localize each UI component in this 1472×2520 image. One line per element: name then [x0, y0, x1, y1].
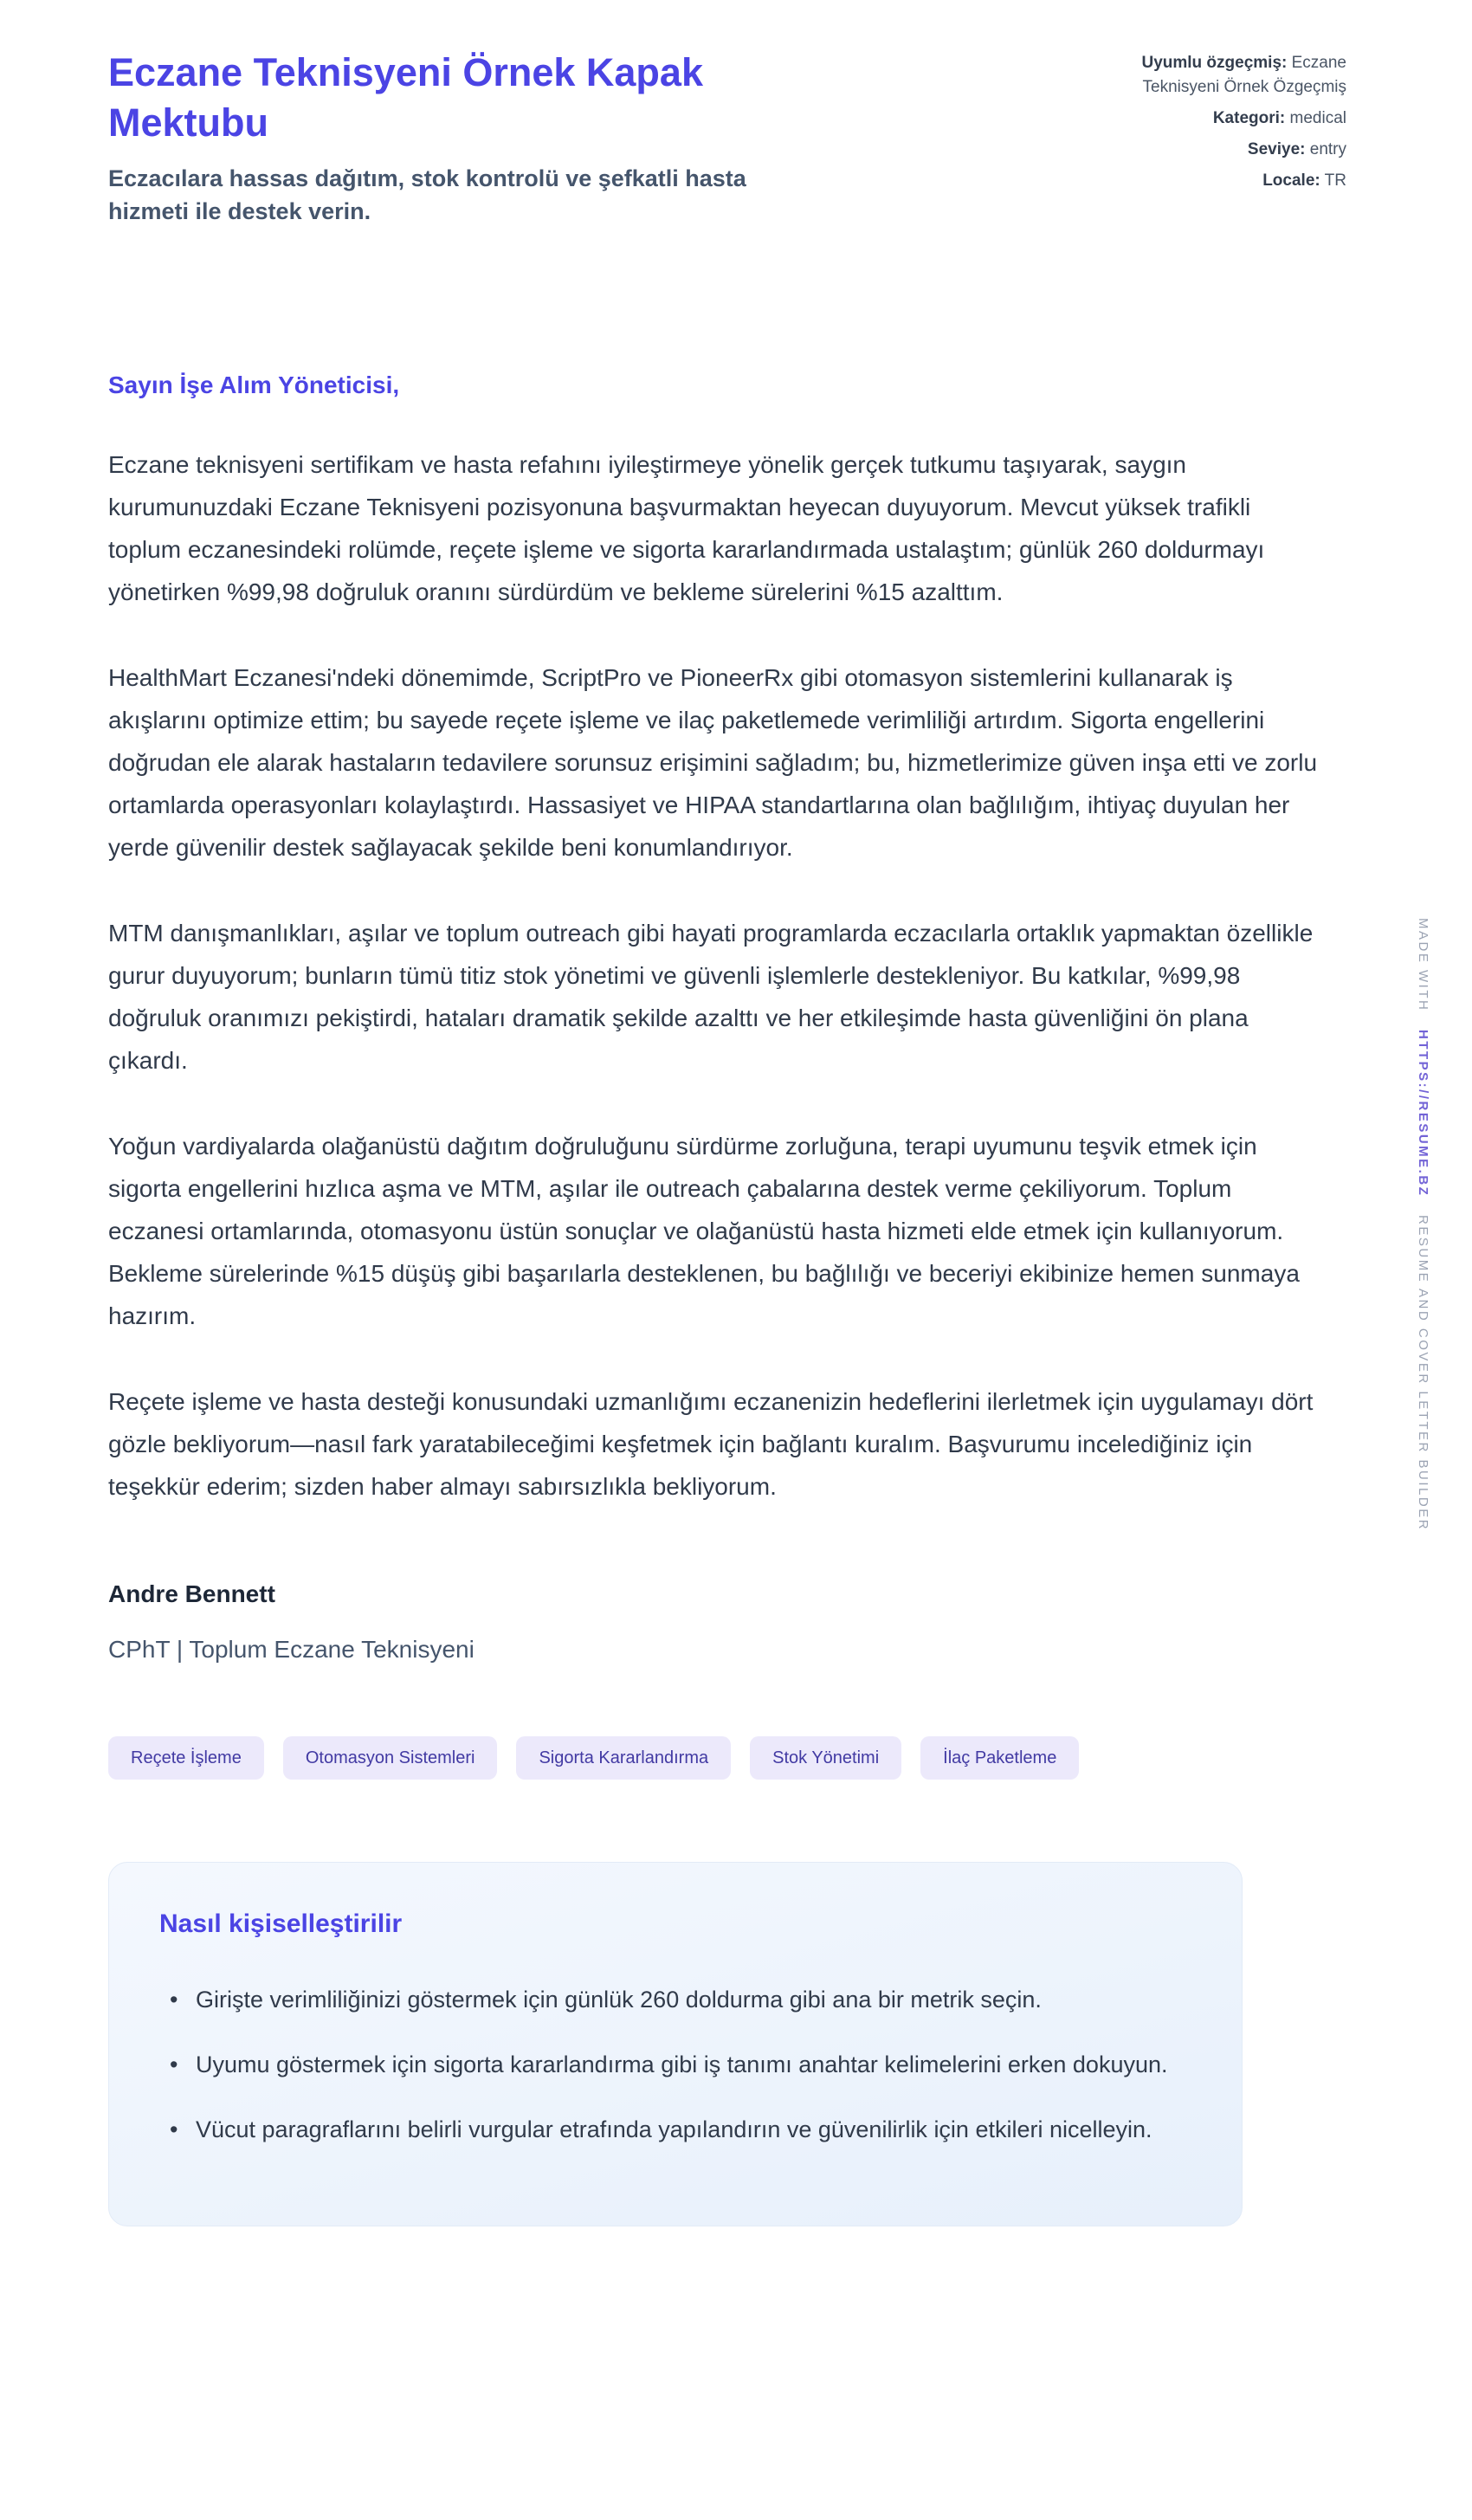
personalization-callout — [108, 1862, 1243, 2226]
meta-panel — [1087, 48, 1346, 200]
skill-tag: İlaç Paketleme — [920, 1736, 1079, 1780]
callout-item: • Uyumu göstermek için sigorta kararlandırma gibi iş tanımı anahtar kelimelerini erken dokuyun. — [159, 2044, 1181, 2086]
meta-item-locale — [1087, 169, 1346, 193]
skill-tag: Reçete İşleme — [108, 1736, 264, 1780]
meta-item-matching-resume — [1087, 51, 1346, 100]
letter-paragraph: Reçete işleme ve hasta desteği konusundaki uzmanlığımı eczanenizin hedeflerini ilerletmek için uygulamayı dört gözle bekliyorum—nasıl fark yaratabileceğimi keşfetmek için bağlantı kuralım. Başvurumu incelediğiniz için teşekkür ederim; sizden haber almayı sabırsızlıkla bekliyorum. — [108, 1388, 1314, 1500]
meta-item-category — [1087, 107, 1346, 131]
skill-tags — [108, 1736, 1325, 1780]
salutation: Sayın İşe Alım Yöneticisi, — [108, 372, 400, 398]
callout-item: • Girişte verimliliğinizi göstermek için günlük 260 doldurma gibi ana bir metrik seçin. — [159, 1979, 1181, 2021]
made-with-prefix: MADE WITH — [1416, 918, 1430, 1012]
letter-paragraph: Yoğun vardiyalarda olağanüstü dağıtım doğruluğunu sürdürme zorluğuna, terapi uyumunu teşvik etmek için sigorta engellerini hızlıca aşma ve MTM, aşılar ile outreach çabalarına destek verme çekiliyorum. Toplum eczanesi ortamlarında, otomasyonu üstün sonuçlar ve olağanüstü hasta hizmeti elde etmek için kullanıyorum. Bekleme sürelerinde %15 düşüş gibi başarılarla desteklenen, bu bağlılığı ve beceriyi ekibinize hemen sunmaya hazırım. — [108, 1133, 1300, 1329]
meta-value: TR — [1324, 171, 1346, 190]
callout-list — [159, 1979, 1191, 2151]
meta-label: Locale: — [1262, 171, 1320, 190]
signature-name: Andre Bennett — [108, 1580, 275, 1607]
callout-title: Nasıl kişiselleştirilir — [159, 1909, 403, 1938]
meta-label: Seviye: — [1247, 140, 1306, 158]
made-with-badge — [1416, 918, 1430, 1531]
skill-tag: Otomasyon Sistemleri — [283, 1736, 498, 1780]
meta-label: Uyumlu özgeçmiş: — [1141, 54, 1288, 72]
signature-block — [108, 1579, 1325, 1665]
page-header — [108, 48, 1346, 228]
meta-value: medical — [1289, 109, 1346, 127]
signature-role: CPhT | Toplum Eczane Teknisyeni — [108, 1636, 475, 1663]
page-subtitle: Eczacılara hassas dağıtım, stok kontrolü ve şefkatli hasta hizmeti ile destek verin. — [108, 165, 746, 224]
letter-paragraph: MTM danışmanlıkları, aşılar ve toplum outreach gibi hayati programlarda eczacılarla ortaklık yapmaktan özellikle gurur duyuyorum; bunların tümü titiz stok yönetimi ve güvenli işlemlerle destekleniyor. Bu katkılar, %99,98 doğruluk oranımızı pekiştirdi, hataları dramatik şekilde azalttı ve her etkileşimde hasta güvenliğini ön plana çıkardı. — [108, 920, 1314, 1074]
letter-paragraph: HealthMart Eczanesi'ndeki dönemimde, ScriptPro ve PioneerRx gibi otomasyon sistemlerini kullanarak iş akışlarını optimize ettim; bu sayede reçete işleme ve ilaç paketlemede verimliliği artırdım. Sigorta engellerini doğrudan ele alarak hastaların tedavilere sorunsuz erişimini sağladım; bu, hizmetlerimize güven inşa etti ve zorlu ortamlarda operasyonları kolaylaştırdı. Hassasiyet ve HIPAA standartlarına olan bağlılığım, ihtiyaç duyulan her yerde güvenilir destek sağlayacak şekilde beni konumlandırıyor. — [108, 664, 1318, 861]
skill-tag: Sigorta Kararlandırma — [516, 1736, 731, 1780]
letter-paragraph: Eczane teknisyeni sertifikam ve hasta refahını iyileştirmeye yönelik gerçek tutkumu taşıyarak, saygın kurumunuzdaki Eczane Teknisyeni pozisyonuna başvurmaktan heyecan duyuyorum. Mevcut yüksek trafikli toplum eczanesindeki rolümde, reçete işleme ve sigorta kararlandırmada ustalaştım; günlük 260 doldurmayı yönetirken %99,98 doğruluk oranını sürdürdüm ve bekleme sürelerini %15 azalttım. — [108, 451, 1265, 605]
skill-tag: Stok Yönetimi — [750, 1736, 901, 1780]
page-title: Eczane Teknisyeni Örnek Kapak Mektubu — [108, 50, 703, 145]
header-title-block — [108, 48, 801, 228]
made-with-suffix: RESUME AND COVER LETTER BUILDER — [1416, 1215, 1430, 1532]
meta-value: entry — [1309, 140, 1346, 158]
letter-body — [108, 371, 1325, 1780]
meta-label: Kategori: — [1212, 109, 1286, 127]
meta-item-level — [1087, 138, 1346, 162]
callout-item: • Vücut paragraflarını belirli vurgular etrafında yapılandırın ve güvenilirlik için etkileri nicelleyin. — [159, 2109, 1181, 2151]
resume-bz-link[interactable]: HTTPS://RESUME.BZ — [1416, 1030, 1430, 1198]
meta-value: Eczane Teknisyeni Örnek Özgeçmiş — [1142, 54, 1346, 96]
